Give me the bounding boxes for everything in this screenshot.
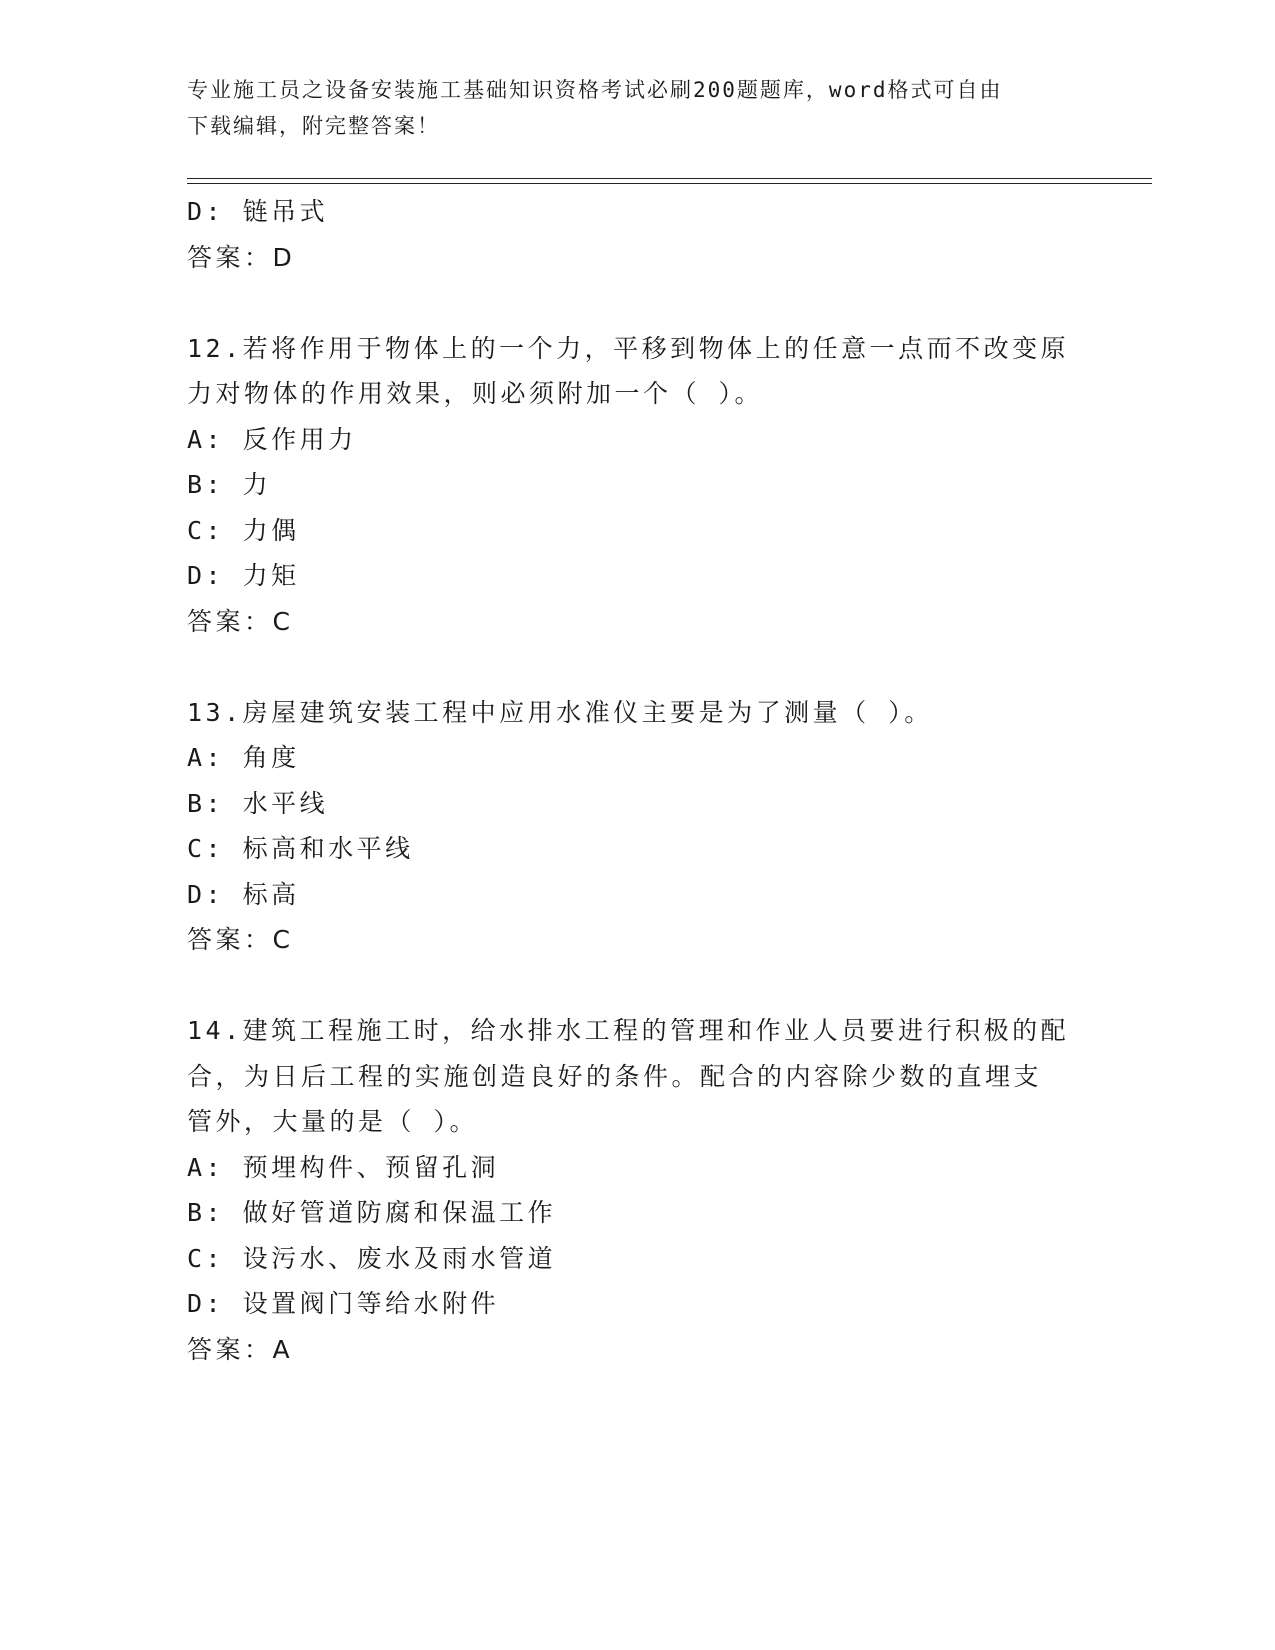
option-c: C: 力偶 [187,515,300,545]
question-11-tail [187,189,1107,280]
question-stem-line: 力对物体的作用效果，则必须附加一个（ ）。 [187,379,764,408]
header-divider-bottom [187,183,1152,184]
answer-label: 答案：A [187,1334,294,1364]
spacer [187,963,1107,1009]
option-d: D: 力矩 [187,561,300,590]
answer-label: 答案：C [187,606,294,636]
document-body [187,189,1107,1372]
question-13 [187,690,1107,963]
option-b: B: 水平线 [187,788,329,818]
header-line-1: 专业施工员之设备安装施工基础知识资格考试必刷200题题库，word格式可自由 [187,78,1003,102]
option-b: B: 做好管道防腐和保温工作 [187,1198,557,1227]
header-line-2: 下载编辑，附完整答案！ [187,114,440,138]
document-header [187,72,1087,144]
header-divider-top [187,178,1152,179]
option-d: D: 设置阀门等给水附件 [187,1289,500,1318]
spacer [187,644,1107,690]
option-a: A: 反作用力 [187,424,357,454]
option-c: C: 标高和水平线 [187,834,414,863]
option-a: A: 角度 [187,743,300,772]
answer-label: 答案：D [187,242,296,272]
question-stem-line: 13.房屋建筑安装工程中应用水准仪主要是为了测量（ ）。 [187,697,933,727]
question-stem-line: 14.建筑工程施工时，给水排水工程的管理和作业人员要进行积极的配 [187,1016,1070,1045]
question-stem-line: 12.若将作用于物体上的一个力，平移到物体上的任意一点而不改变原 [187,333,1070,363]
spacer [187,280,1107,326]
option-a: A: 预埋构件、预留孔洞 [187,1152,500,1182]
answer-label: 答案：C [187,925,294,954]
option-d: D: 标高 [187,879,300,909]
option-c: C: 设污水、废水及雨水管道 [187,1243,557,1273]
question-12 [187,326,1107,645]
option-b: B: 力 [187,470,272,499]
option-d: D: 链吊式 [187,197,329,226]
question-14 [187,1008,1107,1372]
question-stem-line: 管外，大量的是（ ）。 [187,1107,479,1136]
question-stem-line: 合，为日后工程的实施创造良好的条件。配合的内容除少数的直埋支 [187,1061,1043,1091]
